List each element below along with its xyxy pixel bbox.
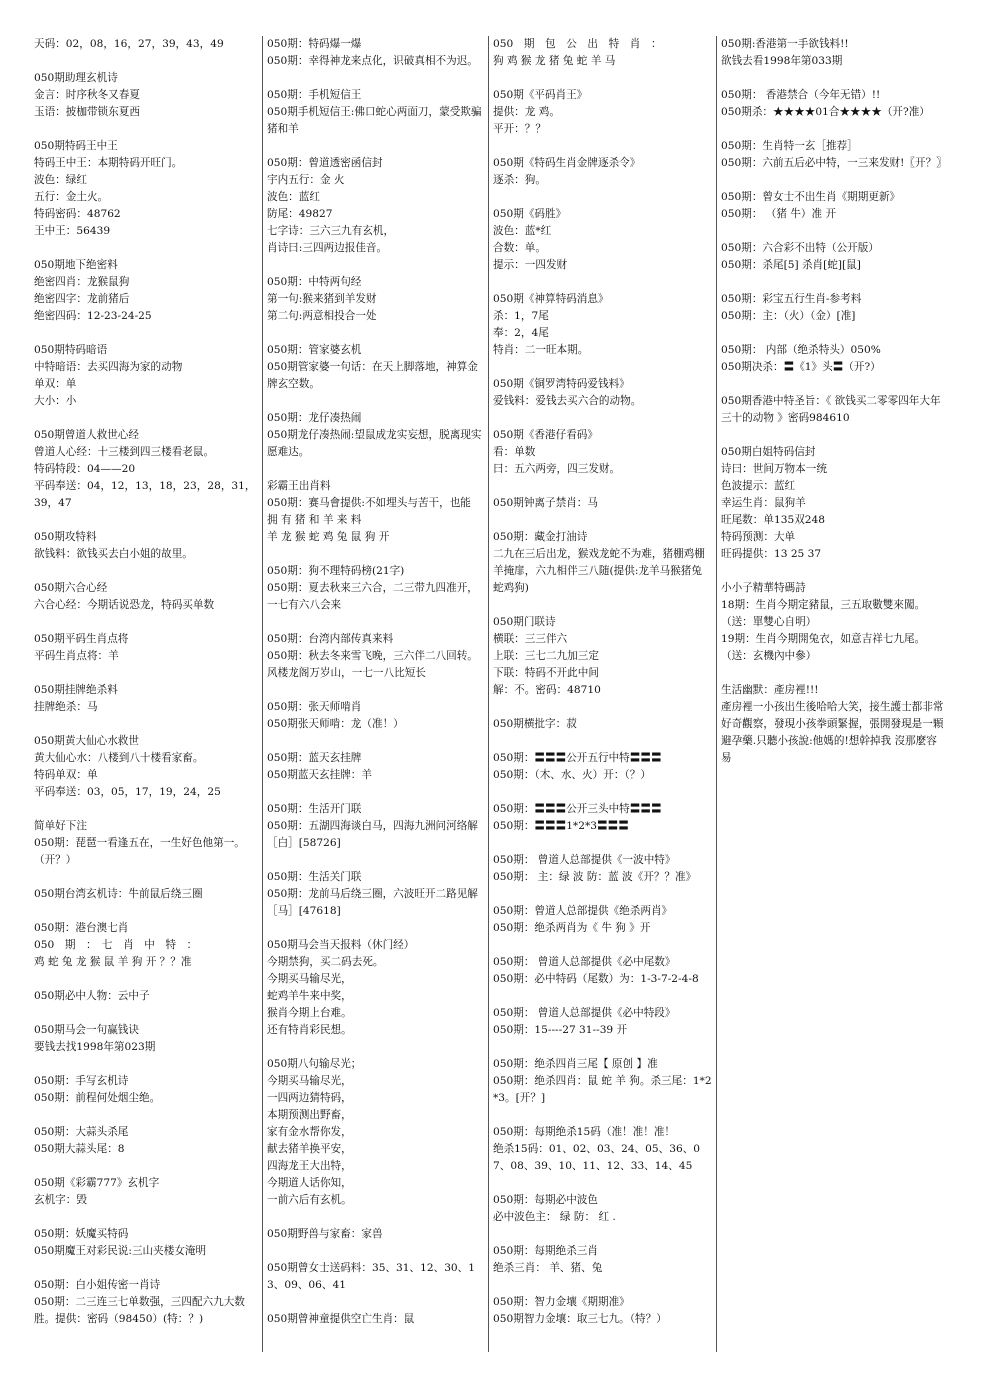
article-line: 050期蓝天玄挂牌：羊 [267,769,372,781]
article-line: 蛇鸡羊牛来中奖， [267,990,352,1002]
article-line: 今期道人话你知， [267,1177,352,1189]
article-heading: 050期：大蒜头杀尾 [34,1126,129,1138]
article-block [493,87,712,138]
article-heading: 050期攻特料 [34,531,97,543]
article-heading: 050期：龙仔凑热闹 [267,412,362,424]
article-block [34,1175,258,1209]
article-block [493,291,712,359]
article-line: 第一句:猴来猪到羊发财 [267,293,377,305]
article-line: 特码预测：大单 [721,531,796,543]
article-block [34,1124,258,1158]
article-line: 050期：绝杀四肖：鼠 蛇 羊 狗。杀三尾：1*2*3。[开？] [493,1075,712,1104]
article-heading: 小小子精華特碼詩 [721,582,806,594]
article-heading: 050期特码王中王 [34,140,118,152]
article-line: 波色：绿红 [34,174,87,186]
article-block [34,342,258,410]
article-line: 爱钱料：爱钱去买六合的动物。 [493,395,642,407]
article-line: 王中王：56439 [34,225,111,237]
newspaper-page [34,36,950,1352]
column-1 [34,36,262,1352]
article-heading: 简单好下注 [34,820,87,832]
article-line: 050期：五湖四海谈白马，四海九洲问河络解［白］[58726] [267,820,478,849]
article-heading: 生活幽默：產房裡!!! [721,684,819,696]
article-line: 050 期 ： 七 肖 中 特 ： [34,939,198,951]
article-heading: 050期门联诗 [493,616,556,628]
article-block [267,342,484,393]
article-block [34,733,258,801]
article-heading: 050期：生活关门联 [267,871,362,883]
article-line: 平码奉送：04，12，13，18，23，28，31，39，47 [34,480,256,509]
article-heading: 050期： 曾道人总部提供《必中尾数》 [493,956,676,968]
article-heading: 050期：狗不理特码榜(21字) [267,565,405,577]
article-line: 050期：龙前马后绕三圈，六波旺开二路见解［马］[47618] [267,888,478,917]
article-heading: 050期：藏金打油诗 [493,531,588,543]
article-heading: 050期：〓〓〓公开三头中特〓〓〓 [493,803,662,815]
article-block [493,427,712,478]
article-block [267,87,484,138]
article-line: 诗曰：世间万物本一统 [721,463,827,475]
article-heading: 050期：妖魔买特码 [34,1228,129,1240]
article-line: 波色：蓝*红 [493,225,552,237]
article-line: 今期买马输尽光， [267,973,352,985]
article-block [267,36,484,70]
article-block [721,393,946,427]
article-block [267,699,484,733]
article-line: 幸运生肖：鼠狗羊 [721,497,806,509]
article-line: 平码奉送：03，05，17，19，24，25 [34,786,221,798]
article-line: 050期：杀尾[5] 杀肖[蛇][鼠] [721,259,861,271]
article-heading: 050期《香港仔看码》 [493,429,598,441]
article-heading: 050期地下绝密料 [34,259,118,271]
article-block [493,1005,712,1039]
article-line: 还有特肖彩民想。 [267,1024,352,1036]
article-line: 050期杀：★★★★01合★★★★（开?准） [721,106,930,118]
article-line: 杀：1，7尾 [493,310,549,322]
article-heading: 050期：管家婆玄机 [267,344,362,356]
article-line: 看：单数 [493,446,536,458]
article-block [493,529,712,597]
article-heading: 050期挂牌绝杀料 [34,684,118,696]
article-line: 050期：夏去秋来三六合，二三带九四准开，一七有六八会来 [267,582,478,611]
article-line: 绝杀三肖： 羊、猪、兔 [493,1262,603,1274]
article-heading: 050期：手写玄机诗 [34,1075,129,1087]
article-block [493,155,712,189]
article-heading: 050期曾道人救世心经 [34,429,139,441]
article-line: 050期：赛马會提供:不如埋头与苦干，也能 拥 有 猪 和 羊 来 料 [267,497,471,526]
article-line: 19期：生肖今期開兔衣，如意吉祥七九尾。（送：玄機內中參） [721,633,926,662]
article-block [34,580,258,614]
article-heading: 050期：六合彩不出特（公开版） [721,242,879,254]
article-block [493,495,712,512]
article-line: 本期预测出野畜， [267,1109,352,1121]
article-line: 050期龙仔凑热闹:望鼠成龙实妄想，脱离现实愿难达。 [267,429,482,458]
article-line: 玉语：披枷带锁东夏西 [34,106,140,118]
article-line: 防尾：49827 [267,208,333,220]
article-block [34,70,258,121]
article-heading: 050期：白小姐传密一肖诗 [34,1279,161,1291]
article-heading: 050期曾神童提供空亡生肖：鼠 [267,1313,415,1325]
article-line: 050期管家婆一句话：在天上脚落地，神算金牌玄空数。 [267,361,478,390]
article-line: 单双：单 [34,378,77,390]
article-block [267,750,484,784]
article-line: 050期：琵琶一看逢五在，一生好色他第一。（开？） [34,837,245,866]
article-line: 下联：特码不开此中间 [493,667,599,679]
article-line: 特码王中王：本期特码开旺门。 [34,157,183,169]
article-line: 一前六后有玄机。 [267,1194,352,1206]
article-heading: 050期：每期绝杀三肖 [493,1245,598,1257]
article-line: 050期：幸得神龙来点化，识破真相不为迟。 [267,55,478,67]
article-line: 绝密四肖：龙猴鼠狗 [34,276,130,288]
article-line: 波色：蓝红 [267,191,320,203]
article-line: 旺码提供：13 25 37 [721,548,822,560]
article-block [493,1243,712,1277]
article-block [493,716,712,733]
article-heading: 050期：中特两句经 [267,276,362,288]
article-heading: 050期：曾道人总部提供《绝杀两肖》 [493,905,673,917]
article-heading: 050期《特码生肖金牌逐杀令》 [493,157,641,169]
article-line: 050期：前程何处烟尘绝。 [34,1092,161,1104]
article-line: 第二句:两意相投合一处 [267,310,377,322]
article-block [34,257,258,325]
article-block [493,614,712,699]
article-line: 提示：一四发财 [493,259,568,271]
article-heading: 050期八句输尽光； [267,1058,362,1070]
article-line: 特码单双：单 [34,769,98,781]
article-block [34,818,258,869]
article-block [493,36,712,70]
article-heading: 050期：生肖特一玄［推荐］ [721,140,858,152]
article-heading: 050期必中人物：云中子 [34,990,150,1002]
article-line: 旺尾数：单135双248 [721,514,826,526]
article-heading: 050期： 曾道人总部提供《一波中特》 [493,854,676,866]
article-heading: 050期：智力金壤《期期准》 [493,1296,630,1308]
article-line: 050期： 主：绿 波 防：蓝 波《开？？准》 [493,871,697,883]
article-line: 欲钱去看1998年第033期 [721,55,843,67]
article-heading: 050期曾女士送码料：35、31、12、30、13、09、06、41 [267,1262,476,1291]
article-line: 上联：三七二九加三定 [493,650,599,662]
article-block [721,87,946,121]
article-block [34,920,258,971]
article-line: 玄机字：毁 [34,1194,87,1206]
article-block [34,988,258,1005]
article-block [34,1022,258,1056]
article-line: 献去猪羊换平安， [267,1143,352,1155]
article-line: 绝密四字：龙前猪后 [34,293,130,305]
article-line: 宇内五行：金 火 [267,174,345,186]
article-block [34,682,258,716]
article-line: 二九在三后出龙，猴戏龙蛇不为难，猪棚鸡棚羊掩扉，六九相伴三八随(提供:龙羊马猴猪兔蛇鸡狗) [493,548,705,594]
article-heading: 050 期 包 公 出 特 肖 ： [493,38,662,50]
article-block [493,1056,712,1107]
article-line: 050期张天师啃：龙（准！） [267,718,404,730]
article-block [493,206,712,274]
article-block [721,342,946,376]
article-block [721,444,946,563]
article-line: 產房裡一小孩出生後哈哈大笑，接生護士都非常好奇觀察，發現小孩拳頭緊握，張開發現是一顆避孕藥.只聽小孩說:他媽的!想幹掉我 沒那麼容易 [721,701,944,764]
article-line: 050期决杀：〓《1》头〓（开?） [721,361,881,373]
article-line: 欲钱料：欲钱买去白小姐的故里。 [34,548,193,560]
article-heading: 050期：彩宝五行生肖-参考料 [721,293,862,305]
article-heading: 050期：〓〓〓公开五行中特〓〓〓 [493,752,662,764]
article-line: 四海龙王大出特， [267,1160,352,1172]
article-heading: 050期平码生肖点将 [34,633,129,645]
article-block [493,1192,712,1226]
article-block [493,801,712,835]
article-line: 挂牌绝杀：马 [34,701,98,713]
article-block [493,1294,712,1328]
article-block [493,954,712,988]
article-line: 050期：二三连三七单数强，三四配六九大数胜。提供：密码（98450）(特：？) [34,1296,245,1325]
article-block [721,580,946,665]
article-block [267,937,484,1039]
article-line: 平开：？？ [493,123,546,135]
article-heading: 050期： 曾道人总部提供《必中特段》 [493,1007,676,1019]
article-line: 特码特段：04——20 [34,463,136,475]
article-block [267,631,484,682]
article-line: 曾道人心经：十三楼到四三楼看老鼠。 [34,446,215,458]
article-heading: 050期：曾道透密函信封 [267,157,383,169]
article-heading: 050期台湾玄机诗：牛前鼠后绕三圈 [34,888,203,900]
article-line: 050期：〓〓〓1*2*3〓〓〓 [493,820,629,832]
article-line: 绝杀15码：01、02、03、24、05、36、07、08、39、10、11、12、33、14、45 [493,1143,701,1172]
article-heading: 050期六合心经 [34,582,108,594]
column-3 [488,36,716,1352]
article-heading: 050期白姐特码信封 [721,446,816,458]
article-line: 050期：绝杀两肖为《 牛 狗 》开 [493,922,651,934]
article-heading: 050期助理玄机诗 [34,72,118,84]
article-line: 050期手机短信王:佛口蛇心两面刀，蒙受欺骗猪和羊 [267,106,482,135]
article-heading: 050期：台湾内部传真来料 [267,633,394,645]
article-block [493,903,712,937]
article-line: 提供：龙 鸡。 [493,106,560,118]
article-block [493,852,712,886]
article-line: 肖诗曰:三四两边报佳音。 [267,242,388,254]
article-block [267,563,484,614]
article-heading: 050期马会一句赢钱诀 [34,1024,139,1036]
article-block [267,1260,484,1294]
article-heading: 050期：特码爆一爆 [267,38,362,50]
article-block [721,682,946,767]
article-line: 七字诗：三六三九有玄机， [267,225,395,237]
article-block [267,1056,484,1209]
article-block [34,631,258,665]
article-line: 鸡 蛇 兔 龙 猴 鼠 羊 狗 开 ？？准 [34,956,192,968]
article-line: 必中波色主： 绿 防： 红 . [493,1211,616,1223]
article-heading: 050期钟离子禁肖：马 [493,497,598,509]
article-heading: 天码：02，08，16，27，39，43，49 [34,38,224,50]
article-heading: 050期:香港第一手欲钱料!! [721,38,849,50]
article-line: 五行：金土火。 [34,191,109,203]
article-line: 狗 鸡 猴 龙 猪 兔 蛇 羊 马 [493,55,616,67]
article-line: 逐杀：狗。 [493,174,546,186]
article-line: 050期：（木、水、火）开：（？） [493,769,651,781]
article-block [493,1124,712,1175]
article-block [267,155,484,257]
article-line: 050期大蒜头尾：8 [34,1143,125,1155]
article-heading: 050期： 内部（绝杀特头）050% [721,344,881,356]
article-heading: 050期《彩霸777》玄机字 [34,1177,160,1189]
article-line: 色波提示：蓝红 [721,480,796,492]
article-heading: 050期横批字：菽 [493,718,577,730]
article-line: 平码生肖点将：羊 [34,650,119,662]
article-heading: 050期特码暗语 [34,344,108,356]
article-block [34,138,258,240]
article-heading: 050期野兽与家畜：家兽 [267,1228,383,1240]
article-block [493,376,712,410]
article-heading: 050期《平码肖王》 [493,89,588,101]
article-block [267,478,484,546]
article-line: 050期：秋去冬来雪飞晚，三六伴二八回转。风楼龙阁万岁山，一七一八比短长 [267,650,478,679]
article-line: 050期智力金壤：取三七九。（特？） [493,1313,667,1325]
article-line: 黄大仙心水：八楼到八十楼看家畜。 [34,752,204,764]
article-line: 18期：生肖今期定豬鼠，三五取數雙來闖。（送：單雙心自明） [721,599,926,628]
article-block [267,869,484,920]
article-line: 今期买马输尽光， [267,1075,352,1087]
article-block [721,291,946,325]
article-line: 050期：必中特码（尾数）为：1-3-7-2-4-8 [493,973,699,985]
article-heading: 050期：生活开门联 [267,803,362,815]
article-line: 曰：五六两旁，四三发财。 [493,463,621,475]
article-heading: 050期《神算特码消息》 [493,293,609,305]
article-line: 羊 龙 猴 蛇 鸡 兔 鼠 狗 开 [267,531,390,543]
article-block [493,750,712,784]
article-block [267,1226,484,1243]
article-heading: 050期： 香港禁合（今年无错）!! [721,89,881,101]
article-block [721,240,946,274]
article-line: 050期： （猪 牛）准 开 [721,208,837,220]
article-line: 要钱去找1998年第023期 [34,1041,156,1053]
article-block [721,138,946,172]
article-block [267,1311,484,1328]
article-heading: 050期：每期绝杀15码（准！准！准！ [493,1126,676,1138]
article-line: 今期禁狗，买二码去死。 [267,956,384,968]
article-heading: 050期：张天师啃肖 [267,701,362,713]
article-block [34,1226,258,1260]
article-line: 绝密四码：12-23-24-25 [34,310,152,322]
article-line: 特肖：二一旺本期。 [493,344,589,356]
article-block [34,36,258,53]
article-block [721,36,946,70]
article-heading: 彩霸王出肖料 [267,480,331,492]
article-line: 050期：六前五后必中特，一三来发财!〖开？〗 [721,157,947,169]
article-heading: 050期马会当天报料（休门经） [267,939,415,951]
article-line: 特码密码：48762 [34,208,121,220]
article-heading: 050期：港台澳七肖 [34,922,129,934]
article-block [34,1073,258,1107]
article-line: 奉：2，4尾 [493,327,549,339]
article-heading: 050期香港中特圣旨：《 欲钱买二零零四年大年三十的动物 》密码984610 [721,395,941,424]
column-4 [716,36,950,1352]
article-block [34,1277,258,1328]
article-block [721,189,946,223]
article-block [34,427,258,512]
article-heading: 050期：曾女士不出生肖《期期更新》 [721,191,901,203]
article-block [34,529,258,563]
column-2 [262,36,488,1352]
article-block [267,410,484,461]
article-line: 一四两边猜特码， [267,1092,352,1104]
article-heading: 050期：每期必中波色 [493,1194,598,1206]
article-block [267,801,484,852]
article-heading: 050期：手机短信王 [267,89,362,101]
article-heading: 050期：绝杀四肖三尾【 原创 】准 [493,1058,658,1070]
article-heading: 050期黄大仙心水救世 [34,735,139,747]
article-line: 横联：三三伴六 [493,633,568,645]
article-heading: 050期《码胜》 [493,208,567,220]
article-block [267,274,484,325]
article-line: 大小：小 [34,395,77,407]
article-line: 金言：时序秋冬又春夏 [34,89,140,101]
article-line: 解：不。密码：48710 [493,684,601,696]
article-line: 六合心经：今期话说恐龙，特码买单数 [34,599,215,611]
article-line: 中特暗语：去买四海为家的动物 [34,361,183,373]
article-line: 050期：15----27 31--39 开 [493,1024,628,1036]
article-line: 合数：单。 [493,242,546,254]
article-line: 050期：主：（火）（金）[准] [721,310,856,322]
article-line: 家有金水帮你发， [267,1126,352,1138]
article-line: 050期魔王对彩民说:三山夹楼女淹明 [34,1245,207,1257]
article-block [34,886,258,903]
article-line: 猴肖今期上台难。 [267,1007,352,1019]
article-heading: 050期：蓝天玄挂牌 [267,752,362,764]
article-heading: 050期《铜罗湾特码爱钱料》 [493,378,630,390]
